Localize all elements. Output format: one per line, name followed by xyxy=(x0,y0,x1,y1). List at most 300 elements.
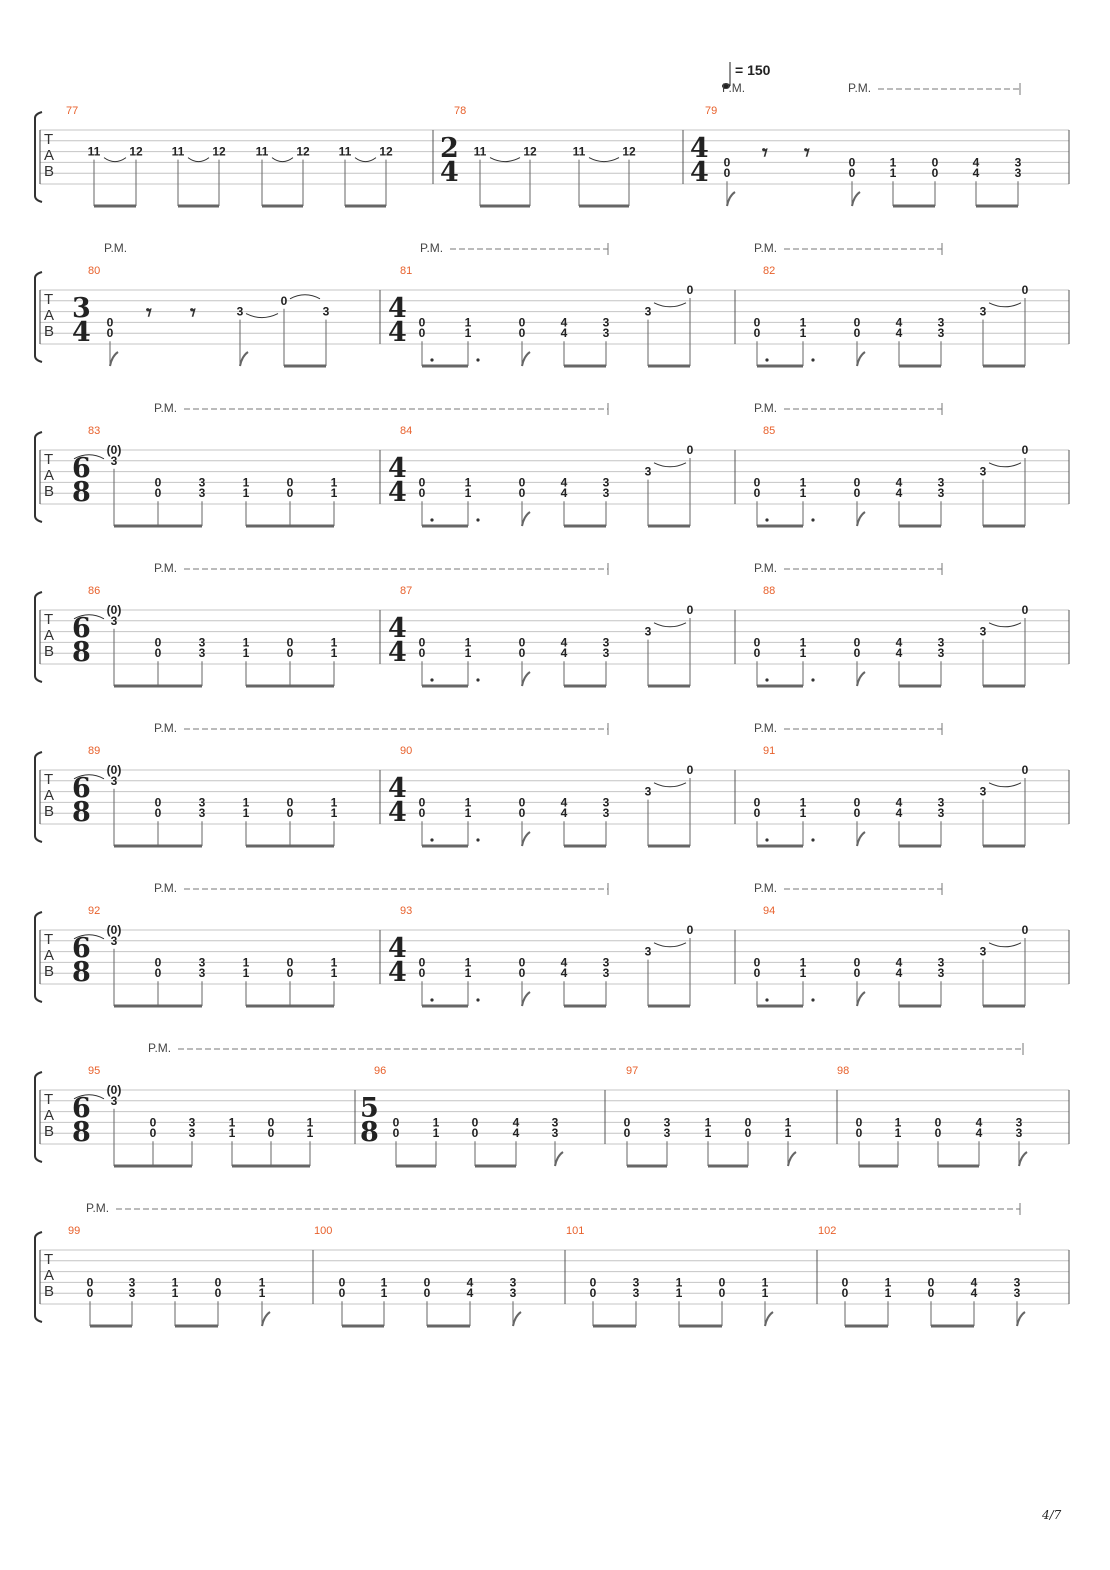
fret-number: 3 xyxy=(110,613,118,628)
measure-number: 82 xyxy=(763,265,776,277)
measure-number: 80 xyxy=(88,265,101,277)
fret-number: 0 xyxy=(744,1126,752,1141)
fret-number: 0 xyxy=(753,315,761,330)
tab-clef-letter: B xyxy=(44,1283,55,1300)
fret-number: 1 xyxy=(464,486,472,501)
fret-number: 0 xyxy=(853,326,861,341)
fret-number: 3 xyxy=(110,453,118,468)
measure-number: 78 xyxy=(454,105,467,117)
tie-slur xyxy=(272,158,293,162)
dotted-rhythm-dot xyxy=(430,998,433,1001)
fret-number: 1 xyxy=(258,1275,266,1290)
time-signature-bottom: 4 xyxy=(388,477,407,508)
fret-number: 4 xyxy=(512,1115,520,1130)
fret-number: 1 xyxy=(464,806,472,821)
fret-number: 1 xyxy=(799,806,807,821)
system-bracket xyxy=(35,752,42,842)
tie-slur xyxy=(989,463,1021,467)
fret-number: 3 xyxy=(198,486,206,501)
fret-number: (0) xyxy=(106,603,122,617)
tab-clef-letter: A xyxy=(44,307,55,324)
fret-number: 0 xyxy=(338,1275,346,1290)
tie-slur xyxy=(989,783,1021,787)
fret-number: 4 xyxy=(560,475,568,490)
tab-clef-letter: A xyxy=(44,787,55,804)
dotted-rhythm-dot xyxy=(765,518,768,521)
fret-number: 3 xyxy=(937,806,945,821)
fret-number: 0 xyxy=(280,293,288,308)
tie-slur xyxy=(654,303,686,307)
fret-number: 12 xyxy=(212,144,226,159)
tie-slur xyxy=(989,303,1021,307)
fret-number: 1 xyxy=(464,635,472,650)
fret-number: 0 xyxy=(154,966,162,981)
fret-number: 0 xyxy=(853,315,861,330)
fret-number: 4 xyxy=(895,635,903,650)
fret-number: 3 xyxy=(937,475,945,490)
fret-number: 1 xyxy=(242,795,250,810)
fret-number: 4 xyxy=(560,955,568,970)
system-bracket xyxy=(35,112,42,202)
dotted-rhythm-dot xyxy=(811,518,814,521)
fret-number: 0 xyxy=(154,646,162,661)
dotted-rhythm-dot xyxy=(476,358,479,361)
fret-number: 4 xyxy=(970,1275,978,1290)
time-signature-top: 2 xyxy=(440,133,459,164)
fret-number: 0 xyxy=(753,486,761,501)
tab-clef-letter: T xyxy=(44,131,54,148)
note-flag xyxy=(522,512,530,526)
fret-number: 3 xyxy=(188,1115,196,1130)
fret-number: 0 xyxy=(518,326,526,341)
dotted-rhythm-dot xyxy=(476,838,479,841)
fret-number: 0 xyxy=(753,966,761,981)
note-flag xyxy=(240,352,248,366)
fret-number: 11 xyxy=(255,144,269,159)
fret-number: 4 xyxy=(560,486,568,501)
fret-number: 3 xyxy=(937,486,945,501)
time-signature-bottom: 4 xyxy=(440,157,459,188)
fret-number: 0 xyxy=(623,1115,631,1130)
measure-number: 93 xyxy=(400,905,413,917)
tab-clef-letter: T xyxy=(44,291,54,308)
fret-number: 1 xyxy=(464,646,472,661)
note-flag xyxy=(857,992,865,1006)
tie-slur xyxy=(104,158,126,162)
fret-number: 4 xyxy=(560,966,568,981)
time-signature-top: 3 xyxy=(72,293,91,324)
fret-number: 0 xyxy=(286,806,294,821)
page-number: 4/7 xyxy=(1042,1508,1062,1522)
fret-number: 4 xyxy=(560,795,568,810)
fret-number: 1 xyxy=(889,155,897,170)
time-signature-top: 6 xyxy=(72,773,91,804)
fret-number: 0 xyxy=(1021,443,1029,457)
tab-clef-letter: B xyxy=(44,323,55,340)
fret-number: 3 xyxy=(644,464,652,479)
fret-number: 3 xyxy=(198,966,206,981)
measure-number: 99 xyxy=(68,1225,81,1237)
fret-number: 1 xyxy=(884,1286,892,1301)
time-signature-top: 5 xyxy=(360,1093,379,1124)
eighth-rest: 𝄾 xyxy=(190,300,196,326)
note-flag xyxy=(522,352,530,366)
fret-number: 1 xyxy=(675,1275,683,1290)
note-flag xyxy=(857,352,865,366)
palm-mute-label: P.M. xyxy=(148,1041,172,1055)
fret-number: 4 xyxy=(560,315,568,330)
fret-number: 1 xyxy=(799,315,807,330)
measure-number: 77 xyxy=(66,105,79,117)
note-flag xyxy=(522,992,530,1006)
fret-number: 0 xyxy=(154,635,162,650)
time-signature-top: 4 xyxy=(388,933,407,964)
fret-number: 3 xyxy=(551,1126,559,1141)
system-bracket xyxy=(35,592,42,682)
fret-number: 1 xyxy=(799,475,807,490)
measure-number: 83 xyxy=(88,425,101,437)
note-flag xyxy=(513,1312,521,1326)
fret-number: 0 xyxy=(471,1126,479,1141)
fret-number: 0 xyxy=(927,1275,935,1290)
fret-number: 4 xyxy=(895,795,903,810)
system-bracket xyxy=(35,1232,42,1322)
dotted-rhythm-dot xyxy=(811,838,814,841)
fret-number: 0 xyxy=(518,315,526,330)
tab-clef-letter: A xyxy=(44,947,55,964)
palm-mute-label: P.M. xyxy=(154,561,178,575)
fret-number: 1 xyxy=(799,955,807,970)
fret-number: 4 xyxy=(895,646,903,661)
fret-number: 0 xyxy=(927,1286,935,1301)
fret-number: 0 xyxy=(86,1275,94,1290)
measure-number: 101 xyxy=(566,1225,585,1237)
fret-number: 12 xyxy=(523,144,537,159)
fret-number: 3 xyxy=(110,1093,118,1108)
time-signature-bottom: 8 xyxy=(72,797,91,828)
fret-number: 1 xyxy=(704,1126,712,1141)
fret-number: (0) xyxy=(106,443,122,457)
tie-slur xyxy=(490,158,520,162)
tab-clef-letter: A xyxy=(44,467,55,484)
fret-number: 0 xyxy=(106,326,114,341)
fret-number: 1 xyxy=(306,1126,314,1141)
measure-number: 90 xyxy=(400,745,413,757)
eighth-rest: 𝄾 xyxy=(804,140,810,166)
measure-number: 100 xyxy=(314,1225,333,1237)
fret-number: 0 xyxy=(853,475,861,490)
fret-number: 0 xyxy=(418,795,426,810)
measure-number: 79 xyxy=(705,105,718,117)
time-signature-bottom: 8 xyxy=(72,957,91,988)
fret-number: 0 xyxy=(154,486,162,501)
palm-mute-label: P.M. xyxy=(86,1201,110,1215)
fret-number: 0 xyxy=(753,795,761,810)
tie-slur xyxy=(654,623,686,627)
fret-number: 3 xyxy=(937,326,945,341)
fret-number: 11 xyxy=(473,144,487,159)
dotted-rhythm-dot xyxy=(430,838,433,841)
fret-number: 3 xyxy=(937,315,945,330)
fret-number: 0 xyxy=(154,806,162,821)
palm-mute-label: P.M. xyxy=(154,721,178,735)
time-signature-bottom: 4 xyxy=(388,957,407,988)
fret-number: 0 xyxy=(623,1126,631,1141)
fret-number: 3 xyxy=(1014,155,1022,170)
fret-number: 1 xyxy=(464,966,472,981)
fret-number: 0 xyxy=(853,635,861,650)
measure-number: 102 xyxy=(818,1225,837,1237)
fret-number: 0 xyxy=(418,486,426,501)
fret-number: 1 xyxy=(784,1126,792,1141)
measure-number: 81 xyxy=(400,265,413,277)
fret-number: 0 xyxy=(855,1115,863,1130)
fret-number: 3 xyxy=(663,1126,671,1141)
dotted-rhythm-dot xyxy=(765,998,768,1001)
fret-number: 3 xyxy=(236,304,244,319)
fret-number: 1 xyxy=(894,1126,902,1141)
measure-number: 88 xyxy=(763,585,776,597)
measure-number: 84 xyxy=(400,425,413,437)
fret-number: 0 xyxy=(418,315,426,330)
time-signature-bottom: 8 xyxy=(72,1117,91,1148)
time-signature-top: 4 xyxy=(388,293,407,324)
fret-number: 1 xyxy=(330,955,338,970)
fret-number: 0 xyxy=(418,635,426,650)
fret-number: 4 xyxy=(895,315,903,330)
fret-number: 4 xyxy=(895,806,903,821)
fret-number: 3 xyxy=(979,784,987,799)
fret-number: 0 xyxy=(753,635,761,650)
fret-number: 1 xyxy=(330,475,338,490)
tie-slur xyxy=(589,158,619,162)
note-flag xyxy=(788,1152,796,1166)
fret-number: 0 xyxy=(723,166,731,181)
fret-number: 0 xyxy=(518,955,526,970)
fret-number: 1 xyxy=(799,635,807,650)
fret-number: 0 xyxy=(286,955,294,970)
fret-number: 3 xyxy=(551,1115,559,1130)
fret-number: 3 xyxy=(110,933,118,948)
dotted-rhythm-dot xyxy=(765,358,768,361)
fret-number: 1 xyxy=(799,966,807,981)
fret-number: 3 xyxy=(602,806,610,821)
fret-number: 1 xyxy=(242,955,250,970)
fret-number: 3 xyxy=(979,944,987,959)
tie-slur xyxy=(188,158,209,162)
time-signature-top: 6 xyxy=(72,453,91,484)
tempo-marking: = 150 xyxy=(735,62,771,78)
fret-number: 0 xyxy=(753,806,761,821)
fret-number: 1 xyxy=(242,966,250,981)
fret-number: 0 xyxy=(1021,923,1029,937)
fret-number: 0 xyxy=(853,955,861,970)
tab-clef-letter: A xyxy=(44,1107,55,1124)
note-flag xyxy=(1019,1152,1027,1166)
fret-number: 3 xyxy=(937,795,945,810)
fret-number: 0 xyxy=(853,646,861,661)
fret-number: 0 xyxy=(149,1126,157,1141)
fret-number: 3 xyxy=(198,646,206,661)
fret-number: 4 xyxy=(466,1275,474,1290)
fret-number: 0 xyxy=(753,326,761,341)
dotted-rhythm-dot xyxy=(476,678,479,681)
fret-number: 4 xyxy=(560,326,568,341)
fret-number: 12 xyxy=(379,144,393,159)
fret-number: 0 xyxy=(286,475,294,490)
time-signature-top: 4 xyxy=(388,453,407,484)
fret-number: 0 xyxy=(1021,283,1029,297)
fret-number: 1 xyxy=(894,1115,902,1130)
fret-number: 0 xyxy=(154,955,162,970)
time-signature-top: 6 xyxy=(72,933,91,964)
fret-number: 4 xyxy=(895,475,903,490)
fret-number: 0 xyxy=(753,475,761,490)
system-bracket xyxy=(35,432,42,522)
fret-number: 0 xyxy=(723,155,731,170)
palm-mute-label: P.M. xyxy=(848,81,872,95)
fret-number: 1 xyxy=(432,1126,440,1141)
fret-number: 11 xyxy=(87,144,101,159)
fret-number: 0 xyxy=(392,1115,400,1130)
fret-number: 1 xyxy=(258,1286,266,1301)
fret-number: 1 xyxy=(889,166,897,181)
dotted-rhythm-dot xyxy=(811,998,814,1001)
fret-number: 11 xyxy=(338,144,352,159)
time-signature-bottom: 4 xyxy=(388,317,407,348)
time-signature-bottom: 4 xyxy=(388,797,407,828)
measure-number: 96 xyxy=(374,1065,387,1077)
fret-number: 1 xyxy=(242,475,250,490)
fret-number: 3 xyxy=(937,635,945,650)
fret-number: 0 xyxy=(423,1275,431,1290)
fret-number: 1 xyxy=(799,646,807,661)
palm-mute-label: P.M. xyxy=(754,241,778,255)
fret-number: 3 xyxy=(110,773,118,788)
fret-number: 0 xyxy=(518,806,526,821)
fret-number: 1 xyxy=(242,486,250,501)
note-flag xyxy=(1017,1312,1025,1326)
fret-number: 0 xyxy=(518,966,526,981)
fret-number: 0 xyxy=(589,1275,597,1290)
fret-number: 1 xyxy=(171,1286,179,1301)
fret-number: 1 xyxy=(228,1126,236,1141)
fret-number: 3 xyxy=(644,624,652,639)
note-flag xyxy=(765,1312,773,1326)
fret-number: 3 xyxy=(602,475,610,490)
tab-clef-letter: B xyxy=(44,483,55,500)
fret-number: 12 xyxy=(296,144,310,159)
time-signature-bottom: 4 xyxy=(388,637,407,668)
tie-slur xyxy=(654,463,686,467)
fret-number: 0 xyxy=(518,475,526,490)
palm-mute-label: P.M. xyxy=(420,241,444,255)
fret-number: 1 xyxy=(306,1115,314,1130)
fret-number: 0 xyxy=(286,646,294,661)
fret-number: 3 xyxy=(602,635,610,650)
fret-number: 1 xyxy=(799,326,807,341)
fret-number: 1 xyxy=(330,635,338,650)
measure-number: 97 xyxy=(626,1065,639,1077)
fret-number: 3 xyxy=(1015,1126,1023,1141)
fret-number: 0 xyxy=(1021,763,1029,777)
tab-clef-letter: T xyxy=(44,611,54,628)
fret-number: 0 xyxy=(286,486,294,501)
tab-clef-letter: T xyxy=(44,1251,54,1268)
fret-number: 3 xyxy=(937,646,945,661)
fret-number: 3 xyxy=(198,475,206,490)
fret-number: 0 xyxy=(154,475,162,490)
dotted-rhythm-dot xyxy=(765,678,768,681)
fret-number: 1 xyxy=(675,1286,683,1301)
fret-number: 1 xyxy=(761,1275,769,1290)
fret-number: 11 xyxy=(171,144,185,159)
fret-number: 0 xyxy=(853,486,861,501)
fret-number: 0 xyxy=(841,1275,849,1290)
fret-number: 11 xyxy=(572,144,586,159)
fret-number: 3 xyxy=(509,1275,517,1290)
fret-number: 3 xyxy=(1013,1286,1021,1301)
fret-number: 0 xyxy=(931,155,939,170)
fret-number: 3 xyxy=(198,955,206,970)
fret-number: 1 xyxy=(242,806,250,821)
fret-number: 3 xyxy=(602,486,610,501)
fret-number: 0 xyxy=(267,1115,275,1130)
fret-number: 1 xyxy=(242,635,250,650)
fret-number: 1 xyxy=(330,486,338,501)
fret-number: 3 xyxy=(644,784,652,799)
tie-slur xyxy=(246,314,278,318)
tie-slur xyxy=(654,783,686,787)
fret-number: 3 xyxy=(188,1126,196,1141)
tab-clef-letter: A xyxy=(44,147,55,164)
fret-number: 0 xyxy=(214,1286,222,1301)
fret-number: 0 xyxy=(471,1115,479,1130)
fret-number: 3 xyxy=(979,624,987,639)
fret-number: 1 xyxy=(242,646,250,661)
note-flag xyxy=(857,672,865,686)
fret-number: 0 xyxy=(744,1115,752,1130)
dotted-rhythm-dot xyxy=(430,518,433,521)
fret-number: 1 xyxy=(464,315,472,330)
system-bracket xyxy=(35,272,42,362)
fret-number: (0) xyxy=(106,763,122,777)
system-bracket xyxy=(35,1072,42,1162)
fret-number: 0 xyxy=(518,635,526,650)
fret-number: 3 xyxy=(128,1286,136,1301)
fret-number: 0 xyxy=(848,155,856,170)
fret-number: 3 xyxy=(322,304,330,319)
fret-number: 1 xyxy=(380,1275,388,1290)
palm-mute-label: P.M. xyxy=(722,81,746,95)
dotted-rhythm-dot xyxy=(811,678,814,681)
note-flag xyxy=(110,352,118,366)
measure-number: 85 xyxy=(763,425,776,437)
tab-clef-letter: A xyxy=(44,627,55,644)
note-flag xyxy=(857,832,865,846)
fret-number: 0 xyxy=(267,1126,275,1141)
fret-number: 0 xyxy=(418,475,426,490)
fret-number: 0 xyxy=(686,283,694,297)
measure-number: 87 xyxy=(400,585,413,597)
time-signature-bottom: 4 xyxy=(72,317,91,348)
fret-number: 4 xyxy=(972,166,980,181)
dotted-rhythm-dot xyxy=(765,838,768,841)
fret-number: 0 xyxy=(753,646,761,661)
measure-number: 92 xyxy=(88,905,101,917)
tie-slur xyxy=(654,943,686,947)
fret-number: 0 xyxy=(338,1286,346,1301)
